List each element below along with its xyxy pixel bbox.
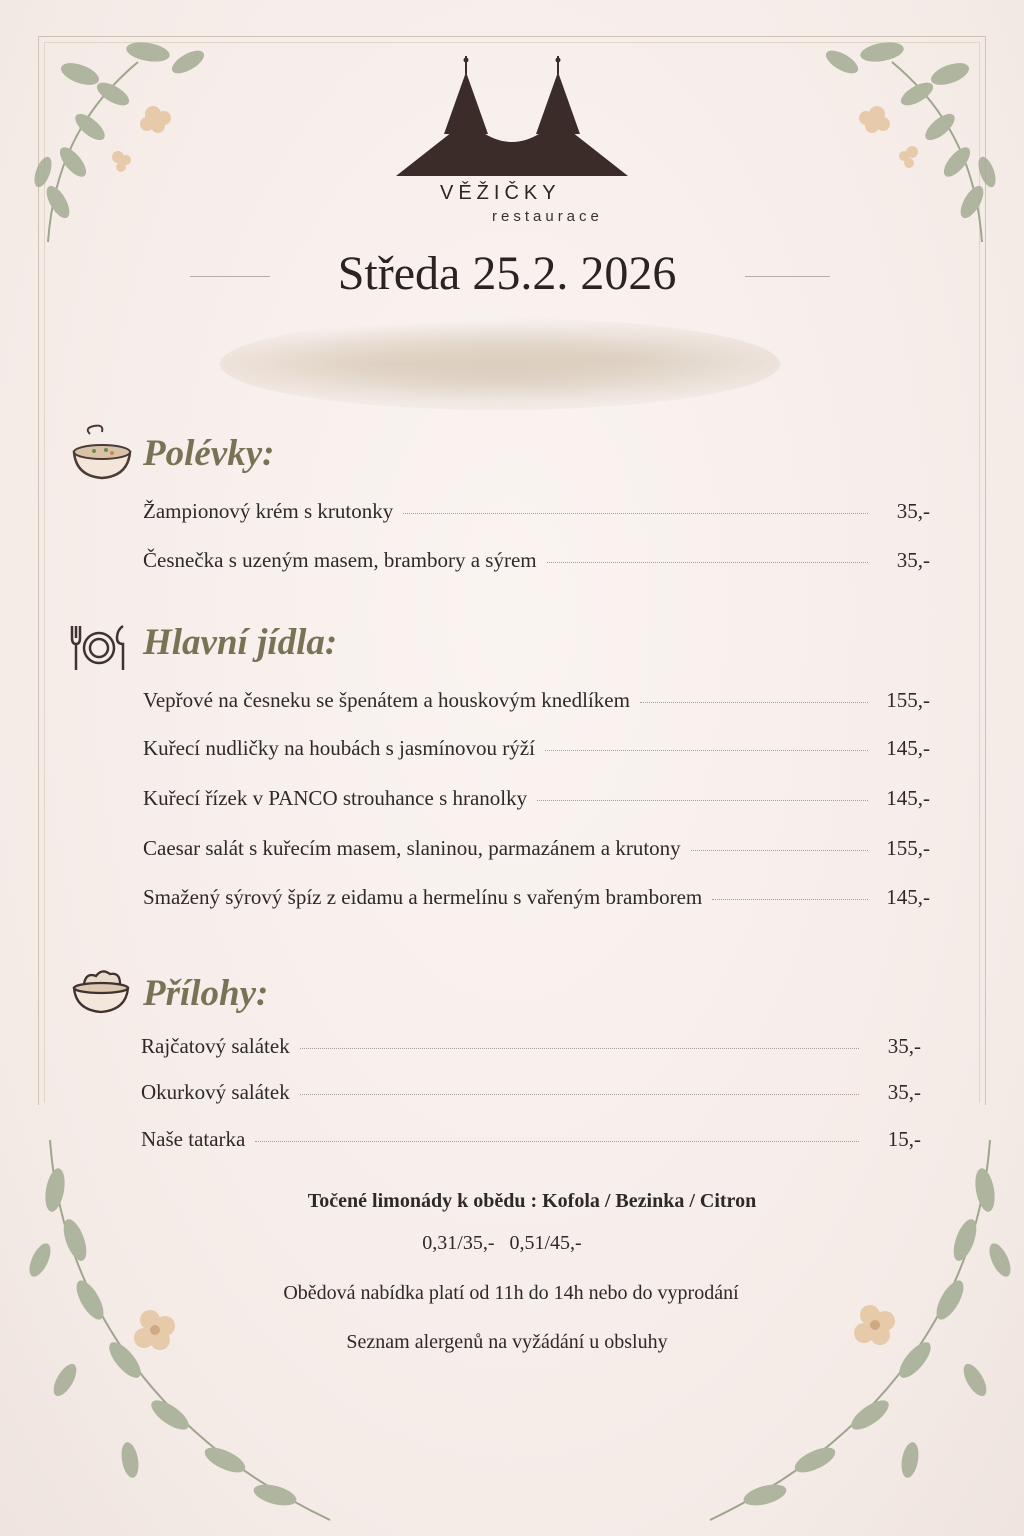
menu-item	[141, 1034, 921, 1064]
menu-item-price: 35,-	[887, 1080, 921, 1104]
menu-item-name: Naše tatarka	[141, 1127, 246, 1151]
salad-bowl-icon	[70, 966, 132, 1018]
floral-decoration-top-left	[18, 22, 248, 252]
brand-name: VĚŽIČKY	[440, 182, 561, 204]
menu-item-price: 15,-	[887, 1127, 921, 1151]
menu-item-price: 35,-	[887, 1034, 921, 1058]
menu-item-name: Vepřové na česneku se špenátem a houskovým knedlíkem	[143, 688, 630, 712]
dot-leader	[537, 800, 868, 801]
dot-leader	[300, 1048, 859, 1049]
menu-item-name: Smažený sýrový špíz z eidamu a hermelínu s vařeným bramborem	[143, 885, 703, 909]
dot-leader	[545, 750, 868, 751]
dot-leader	[547, 562, 868, 563]
menu-item-name: Kuřecí nudličky na houbách s jasmínovou rýží	[143, 736, 535, 760]
plate-cutlery-icon	[66, 622, 132, 674]
dot-leader	[712, 899, 868, 900]
restaurant-logo-towers	[392, 54, 632, 184]
menu-item	[143, 836, 930, 866]
lunch-validity: Obědová nabídka platí od 11h do 14h nebo do vyprodání	[283, 1282, 739, 1304]
section-title-soups: Polévky:	[143, 433, 275, 474]
menu-item-name: Rajčatový salátek	[141, 1034, 290, 1058]
menu-item	[141, 1127, 921, 1157]
menu-item	[141, 1080, 921, 1110]
menu-item	[143, 548, 930, 578]
menu-item-name: Caesar salát s kuřecím masem, slaninou, parmazánem a krutony	[143, 836, 681, 860]
dot-leader	[640, 702, 868, 703]
lemonade-prices: 0,31/35,- 0,51/45,-	[422, 1232, 582, 1254]
menu-item-name: Okurkový salátek	[141, 1080, 290, 1104]
menu-item-name: Žampionový krém s krutonky	[143, 499, 394, 523]
watercolor-splash	[220, 318, 780, 410]
menu-item	[143, 786, 930, 816]
menu-item	[143, 736, 930, 766]
menu-item-price: 155,-	[886, 688, 930, 712]
menu-item-name: Česnečka s uzeným masem, brambory a sýrem	[143, 548, 537, 572]
dot-leader	[691, 850, 868, 851]
soup-bowl-icon	[66, 420, 138, 490]
dot-leader	[300, 1094, 859, 1095]
brand-subtitle: restaurace	[492, 208, 603, 225]
floral-decoration-top-right	[782, 22, 1012, 252]
dot-leader	[255, 1141, 859, 1142]
lemonade-offer: Točené limonády k obědu : Kofola / Bezinka / Citron	[307, 1190, 757, 1212]
menu-item-price: 145,-	[886, 885, 930, 909]
menu-item-price: 35,-	[896, 499, 930, 523]
menu-item-price: 35,-	[896, 548, 930, 572]
section-title-mains: Hlavní jídla:	[143, 622, 338, 663]
menu-item	[143, 499, 930, 529]
menu-item-price: 145,-	[886, 736, 930, 760]
section-title-sides: Přílohy:	[143, 973, 269, 1014]
menu-item-price: 145,-	[886, 786, 930, 810]
date-title: Středa 25.2. 2026	[337, 247, 677, 300]
menu-item	[143, 885, 930, 915]
dot-leader	[403, 513, 868, 514]
menu-item-name: Kuřecí řízek v PANCO strouhance s hranolky	[143, 786, 528, 810]
menu-item-price: 155,-	[886, 836, 930, 860]
menu-item	[143, 688, 930, 718]
allergen-notice: Seznam alergenů na vyžádání u obsluhy	[346, 1331, 668, 1353]
